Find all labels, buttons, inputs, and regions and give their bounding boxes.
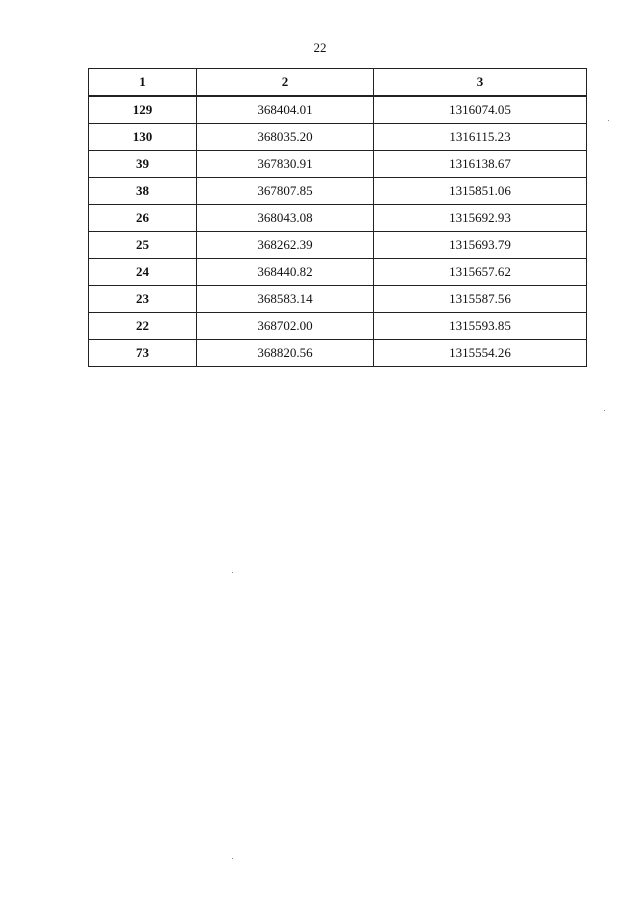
x-coordinate: 368702.00 <box>197 313 374 340</box>
table-row <box>89 205 587 232</box>
point-number: 23 <box>89 286 197 313</box>
table-row <box>89 178 587 205</box>
y-coordinate: 1316115.23 <box>374 124 587 151</box>
x-coordinate: 368262.39 <box>197 232 374 259</box>
table-row <box>89 286 587 313</box>
x-coordinate: 367807.85 <box>197 178 374 205</box>
table-row <box>89 124 587 151</box>
point-number: 73 <box>89 340 197 367</box>
table-header-row <box>89 69 587 97</box>
x-coordinate: 368043.08 <box>197 205 374 232</box>
x-coordinate: 368404.01 <box>197 96 374 124</box>
x-coordinate: 367830.91 <box>197 151 374 178</box>
point-number: 129 <box>89 96 197 124</box>
y-coordinate: 1315587.56 <box>374 286 587 313</box>
point-number: 25 <box>89 232 197 259</box>
x-coordinate: 368440.82 <box>197 259 374 286</box>
y-coordinate: 1315692.93 <box>374 205 587 232</box>
scan-speck <box>608 120 609 121</box>
x-coordinate: 368583.14 <box>197 286 374 313</box>
point-number: 38 <box>89 178 197 205</box>
point-number: 26 <box>89 205 197 232</box>
table-row <box>89 340 587 367</box>
scan-speck <box>232 572 233 573</box>
point-number: 39 <box>89 151 197 178</box>
point-number: 24 <box>89 259 197 286</box>
coordinates-table <box>88 68 587 367</box>
scan-speck <box>232 858 233 859</box>
y-coordinate: 1315593.85 <box>374 313 587 340</box>
y-coordinate: 1316074.05 <box>374 96 587 124</box>
column-header-y: 3 <box>374 69 587 97</box>
table-row <box>89 232 587 259</box>
point-number: 22 <box>89 313 197 340</box>
table-row <box>89 313 587 340</box>
page-number: 22 <box>313 40 327 55</box>
y-coordinate: 1315693.79 <box>374 232 587 259</box>
x-coordinate: 368035.20 <box>197 124 374 151</box>
y-coordinate: 1315851.06 <box>374 178 587 205</box>
y-coordinate: 1315657.62 <box>374 259 587 286</box>
y-coordinate: 1315554.26 <box>374 340 587 367</box>
x-coordinate: 368820.56 <box>197 340 374 367</box>
point-number: 130 <box>89 124 197 151</box>
scan-speck <box>604 410 605 411</box>
y-coordinate: 1316138.67 <box>374 151 587 178</box>
table-row <box>89 96 587 124</box>
column-header-x: 2 <box>197 69 374 97</box>
table-row <box>89 259 587 286</box>
column-header-point: 1 <box>89 69 197 97</box>
table-row <box>89 151 587 178</box>
